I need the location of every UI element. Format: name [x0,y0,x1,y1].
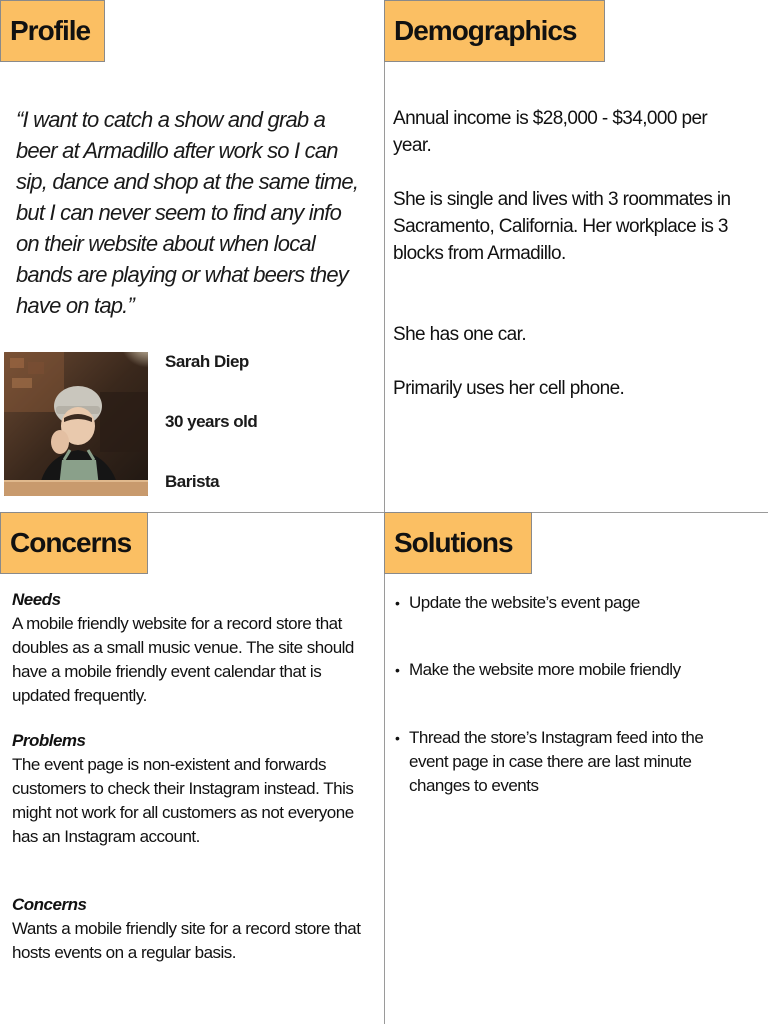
concern-section-concerns [12,893,372,965]
concerns-heading: Concerns [0,512,148,574]
demographics-phone: Primarily uses her cell phone. [393,378,625,399]
persona-occupation: Barista [165,472,220,491]
concern-section-needs [12,588,372,708]
concern-body: The event page is non-existent and forwards customers to check their Instagram instead. This might not work for all customers as not everyone has an Instagram account. [12,755,354,846]
bullet-icon: • [395,662,400,678]
barista-portrait-image [4,352,148,496]
demographics-income: Annual income is $28,000 - $34,000 per year. [393,108,708,156]
concern-body: A mobile friendly website for a record store that doubles as a small music venue. The site should have a mobile friendly event calendar that is updated frequently. [12,614,354,705]
persona-photo [4,352,148,496]
demographics-car: She has one car. [393,324,527,345]
persona-age: 30 years old [165,412,258,431]
profile-heading: Profile [0,0,105,62]
solution-item: • Update the website’s event page [395,591,705,615]
concern-body: Wants a mobile friendly site for a record store that hosts events on a regular basis. [12,919,361,962]
demographics-living: She is single and lives with 3 roommates in Sacramento, California. Her workplace is 3 blocks from Armadillo. [393,189,731,264]
bullet-icon: • [395,730,400,746]
bullet-icon: • [395,595,400,611]
concern-title: Needs [12,590,61,609]
persona-name: Sarah Diep [165,352,249,371]
solution-item: • Thread the store’s Instagram feed into the event page in case there are last minute changes to events [395,728,704,795]
solutions-heading: Solutions [384,512,532,574]
concern-title: Problems [12,731,86,750]
demographics-heading: Demographics [384,0,605,62]
solution-item: • Make the website more mobile friendly [395,658,705,682]
concern-section-problems [12,729,372,849]
concern-title: Concerns [12,895,87,914]
persona-quote: “I want to catch a show and grab a beer at Armadillo after work so I can sip, dance and shop at the same time, but I can never seem to find any info on their website about when local bands are playing or what beers they have on tap.” [16,107,359,318]
